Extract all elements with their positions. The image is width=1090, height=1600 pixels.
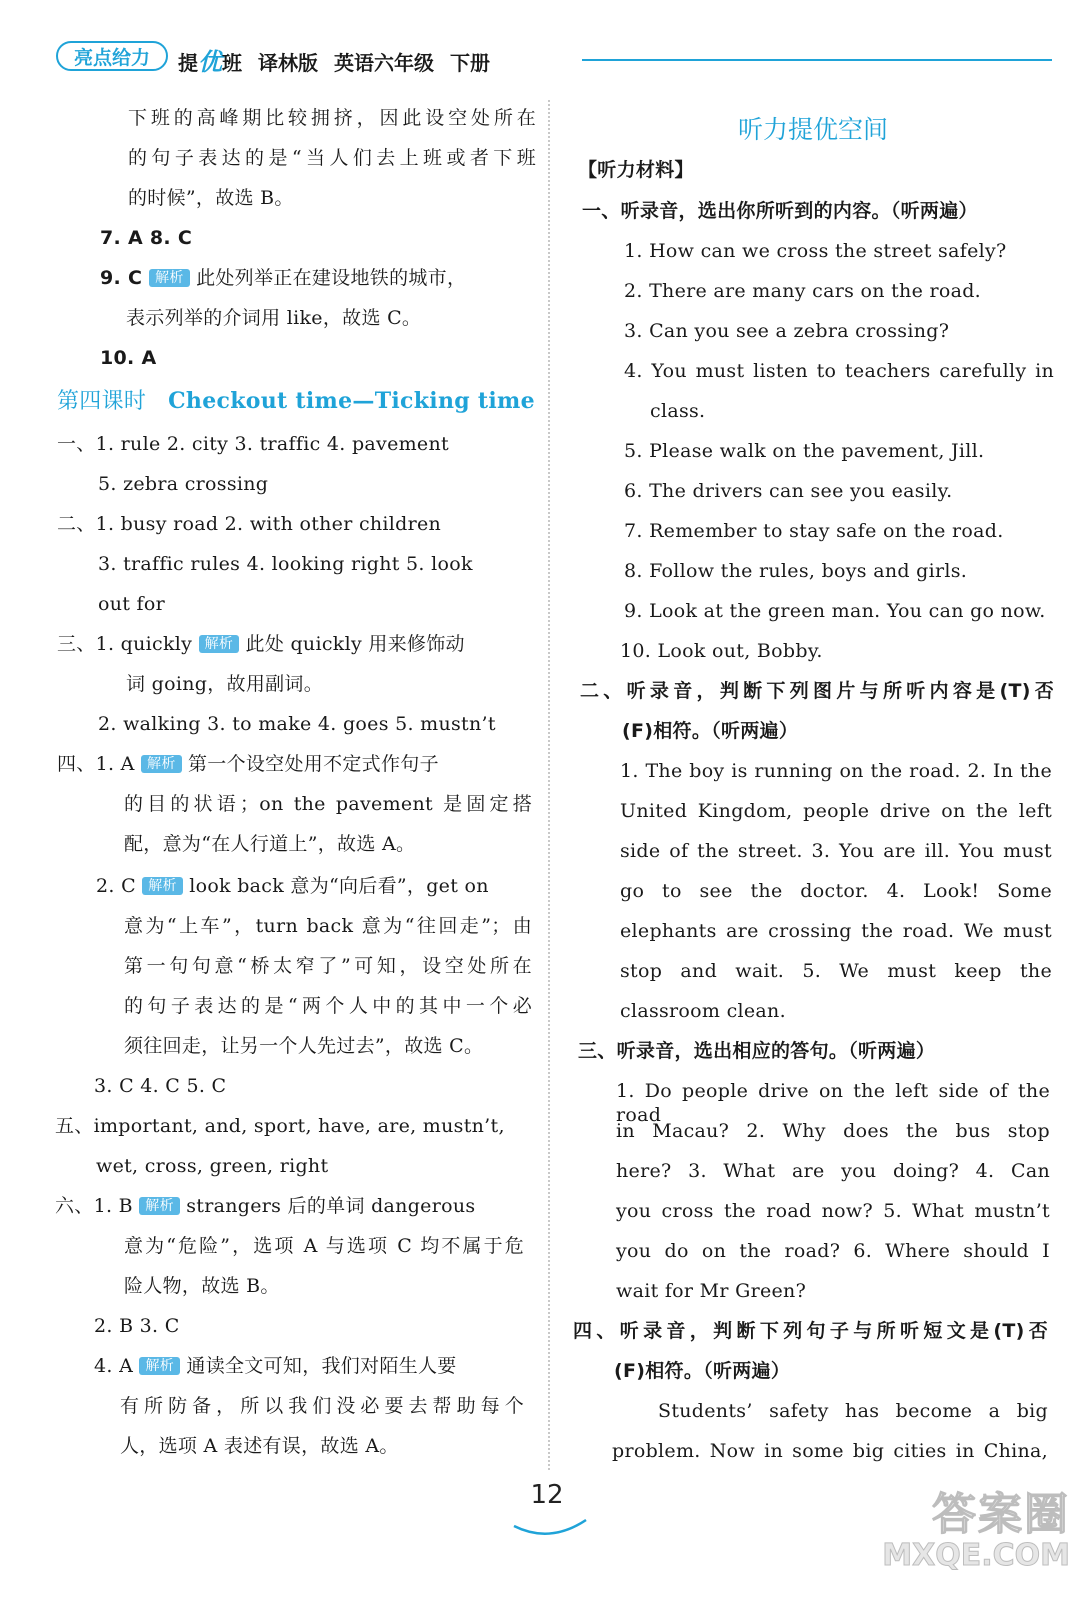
volume: 下册 (450, 51, 490, 75)
answer-line (57, 752, 439, 776)
listening-line: 2. There are many cars on the road. (624, 280, 981, 302)
listening-line: go to see the doctor. 4. Look! Some (620, 880, 1052, 902)
listening-line: here? 3. What are you doing? 4. Can (616, 1160, 1050, 1182)
listening-line: 四、听录音，判断下列句子与所听短文是(T)否 (573, 1320, 1048, 1342)
listening-line: problem. Now in some big cities in China, (612, 1440, 1048, 1462)
answer-line: out for (98, 593, 166, 615)
watermark-logo: 答案圈 (932, 1489, 1070, 1540)
listening-line: 9. Look at the green man. You can go now. (624, 600, 1046, 622)
listening-line: (F)相符。（听两遍） (622, 720, 799, 742)
answer-line: 的时候”，故选 B。 (128, 187, 294, 209)
answer-line: 意为“危险”，选项 A 与选项 C 均不属于危 (124, 1235, 524, 1257)
analysis-tag: 解析 (142, 877, 183, 895)
analysis-text: 通读全文可知，我们对陌生人要 (186, 1355, 457, 1377)
answer-number: 四、1. A (57, 753, 142, 775)
listening-line: 一、听录音，选出你所听到的内容。（听两遍） (582, 200, 978, 222)
answer-line: 的句子表达的是“当人们去上班或者下班 (128, 147, 536, 169)
answer-line: 的句子表达的是“两个人中的其中一个必 (124, 995, 532, 1017)
column-divider (548, 100, 550, 1470)
answer-line: 2. B 3. C (94, 1315, 180, 1337)
listening-line: class. (650, 400, 706, 422)
answer-line (57, 632, 465, 656)
answer-line: 配，意为“在人行道上”，故选 A。 (124, 833, 416, 855)
watermark-url: MXQE.COM (882, 1538, 1070, 1573)
page-number-swoosh-icon (510, 1498, 590, 1538)
answer-line: 有所防备，所以我们没必要去帮助每个 (120, 1395, 524, 1417)
section-title-en: Checkout time—Ticking time (168, 388, 535, 414)
analysis-text: 此处 quickly 用来修饰动 (245, 633, 465, 655)
analysis-text: look back 意为“向后看”，get on (189, 875, 489, 897)
listening-line: 1. How can we cross the street safely? (624, 240, 1007, 262)
section-heading (57, 389, 535, 414)
analysis-text: strangers 后的单词 dangerous (186, 1195, 476, 1217)
answer-line: wet, cross, green, right (96, 1155, 329, 1177)
answer-line: 须往回走，让另一个人先过去”，故选 C。 (124, 1035, 484, 1057)
answer-line (55, 1194, 475, 1218)
answer-line: 第一句句意“桥太窄了”可知，设空处所在 (124, 955, 532, 977)
answer-number: 9. C (100, 267, 150, 289)
listening-line: (F)相符。（听两遍） (614, 1360, 791, 1382)
header-rule (582, 59, 1052, 61)
listening-line: elephants are crossing the road. We must (620, 920, 1052, 942)
answer-line: 下班的高峰期比较拥挤，因此设空处所在 (128, 107, 536, 129)
analysis-tag: 解析 (199, 635, 240, 653)
analysis-tag: 解析 (139, 1357, 180, 1375)
analysis-tag: 解析 (141, 755, 182, 773)
listening-line: 4. You must listen to teachers carefully in (624, 360, 1054, 382)
answer-line: 10. A (100, 347, 157, 369)
answer-line: 险人物，故选 B。 (124, 1275, 280, 1297)
title-ban: 班 (222, 51, 242, 75)
listening-line: 1. The boy is running on the road. 2. In the (620, 760, 1052, 782)
answer-line: 表示列举的介词用 like，故选 C。 (126, 307, 422, 329)
answer-line: 的目的状语；on the pavement 是固定搭 (124, 793, 532, 815)
subject: 英语六年级 (334, 51, 434, 75)
answer-line: 二、1. busy road 2. with other children (57, 513, 442, 535)
answer-line (96, 874, 489, 898)
watermark (882, 1478, 1070, 1588)
listening-line: you cross the road now? 5. What mustn’t (616, 1200, 1050, 1222)
section-title-zh: 第四课时 (57, 389, 147, 414)
listening-title: 听力提优空间 (738, 115, 889, 144)
listening-line: Students’ safety has become a big (658, 1400, 1048, 1422)
analysis-text: 此处列举正在建设地铁的城市， (196, 267, 467, 289)
listening-line: in Macau? 2. Why does the bus stop (616, 1120, 1050, 1142)
answer-line: 2. walking 3. to make 4. goes 5. mustn’t (98, 713, 496, 735)
title-you: 优 (198, 48, 222, 76)
answer-line: 五、important, and, sport, have, are, mustn’t, (55, 1115, 505, 1137)
listening-line: side of the street. 3. You are ill. You must (620, 840, 1052, 862)
answer-number: 4. A (94, 1355, 140, 1377)
analysis-tag: 解析 (149, 269, 190, 287)
listening-line: stop and wait. 5. We must keep the (620, 960, 1052, 982)
analysis-tag: 解析 (139, 1197, 180, 1215)
listening-line: classroom clean. (620, 1000, 786, 1022)
listening-line: 8. Follow the rules, boys and girls. (624, 560, 968, 582)
analysis-text: 第一个设空处用不定式作句子 (187, 753, 439, 775)
listening-line: United Kingdom, people drive on the left (620, 800, 1052, 822)
title-ti: 提 (178, 51, 198, 75)
answer-line: 意为“上车”，turn back 意为“往回走”；由 (124, 915, 532, 937)
answer-line: 7. A 8. C (100, 227, 193, 249)
answer-number: 六、1. B (55, 1195, 140, 1217)
listening-line: 5. Please walk on the pavement, Jill. (624, 440, 985, 462)
answer-line: 一、1. rule 2. city 3. traffic 4. pavement (57, 433, 449, 455)
page-header (52, 38, 1052, 78)
edition: 译林版 (258, 51, 318, 75)
listening-line: 7. Remember to stay safe on the road. (624, 520, 1004, 542)
listening-line: 三、听录音，选出相应的答句。（听两遍） (578, 1040, 936, 1062)
answer-number: 三、1. quickly (57, 633, 199, 655)
answer-line: 词 going，故用副词。 (126, 673, 324, 695)
book-title (178, 42, 490, 77)
listening-line: 二、听录音，判断下列图片与所听内容是(T)否 (580, 680, 1054, 702)
listening-line: 【听力材料】 (578, 159, 694, 181)
answer-line (94, 1354, 457, 1378)
answer-line: 3. traffic rules 4. looking right 5. look (98, 553, 473, 575)
answer-line: 人，选项 A 表述有误，故选 A。 (120, 1435, 399, 1457)
listening-line: 1. Do people drive on the left side of the road (616, 1080, 1050, 1126)
answer-line: 3. C 4. C 5. C (94, 1075, 227, 1097)
answer-line (100, 266, 466, 290)
listening-line: 10. Look out, Bobby. (620, 640, 823, 662)
page-number: 12 (530, 1480, 564, 1510)
listening-line: you do on the road? 6. Where should I (616, 1240, 1050, 1262)
listening-line: 6. The drivers can see you easily. (624, 480, 953, 502)
answer-line: 5. zebra crossing (98, 473, 269, 495)
brand-badge: 亮点给力 (56, 41, 168, 71)
answer-number: 2. C (96, 875, 143, 897)
listening-line: 3. Can you see a zebra crossing? (624, 320, 950, 342)
listening-line: wait for Mr Green? (616, 1280, 807, 1302)
